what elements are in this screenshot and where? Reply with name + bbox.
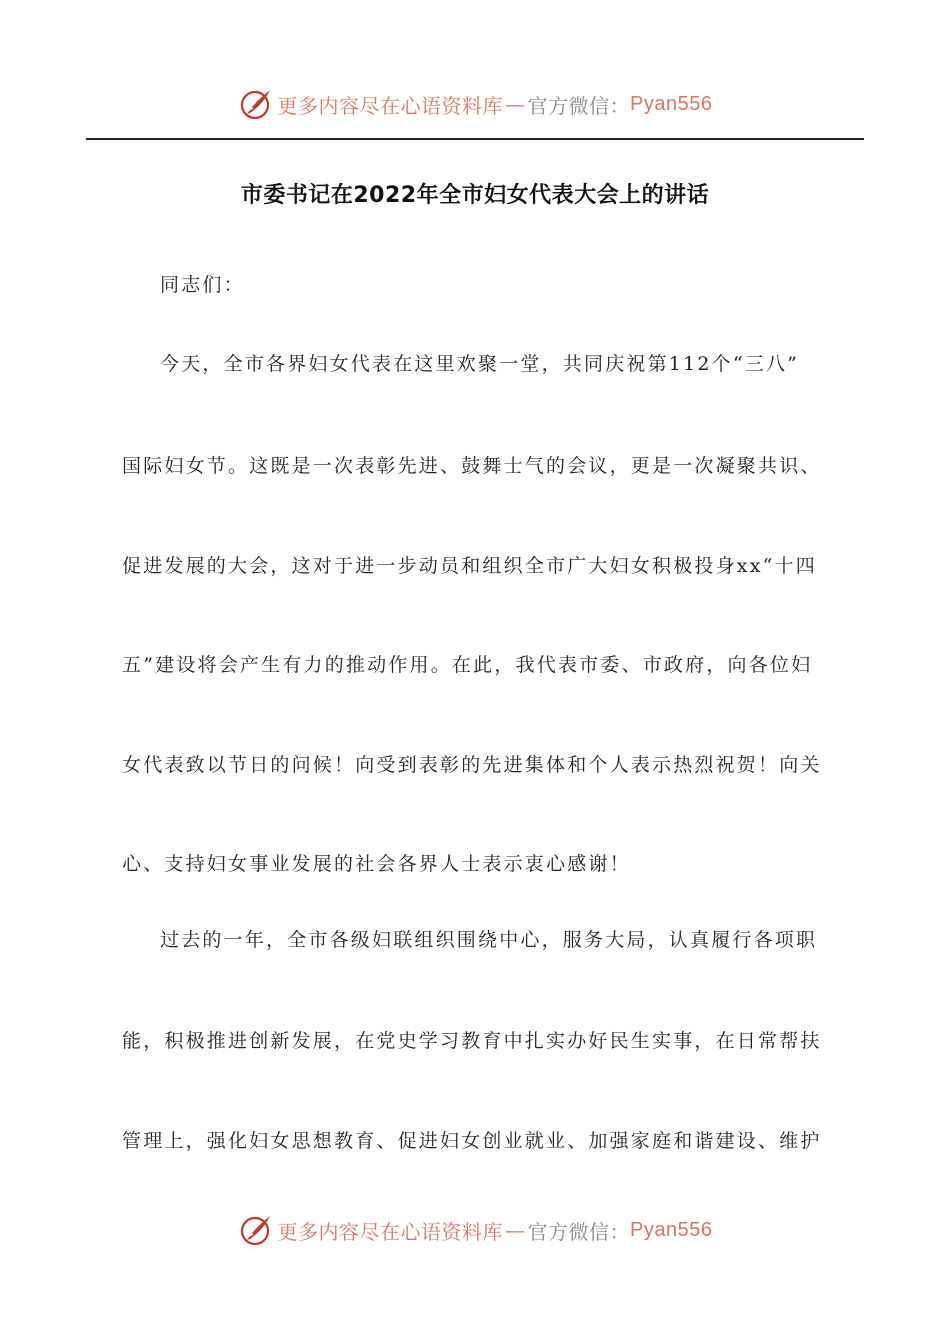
body-line: 今天，全市各界妇女代表在这里欢聚一堂，共同庆祝第112个“三八” <box>160 353 800 375</box>
body-line: 管理上，强化妇女思想教育、促进妇女创业就业、加强家庭和谐建设、维护 <box>122 1130 822 1152</box>
body-line: 同志们： <box>160 274 245 296</box>
body-line: 心、支持妇女事业发展的社会各界人士表示衷心感谢！ <box>122 853 631 875</box>
footer-official-label: 官方微信： <box>527 1219 631 1244</box>
header-separator: — <box>505 92 526 116</box>
header-watermark <box>0 84 950 124</box>
quill-logo-icon <box>238 1212 274 1248</box>
body-line: 五”建设将会产生有力的推动作用。在此，我代表市委、市政府，向各位妇 <box>122 654 813 676</box>
header-wechat-id: Pyan556 <box>630 92 713 115</box>
body-line: 女代表致以节日的问候！向受到表彰的先进集体和个人表示热烈祝贺！向关 <box>122 754 822 776</box>
footer-wechat-id: Pyan556 <box>630 1218 713 1241</box>
body-line: 能，积极推进创新发展，在党史学习教育中扎实办好民生实事，在日常帮扶 <box>122 1030 822 1052</box>
body-line: 过去的一年，全市各级妇联组织围绕中心，服务大局，认真履行各项职 <box>160 929 818 951</box>
footer-separator: — <box>505 1218 526 1242</box>
header-divider <box>86 138 864 140</box>
body-line: 促进发展的大会，这对于进一步动员和组织全市广大妇女积极投身xx“十四 <box>122 555 817 577</box>
footer-watermark <box>0 1210 950 1250</box>
header-brand-text: 更多内容尽在心语资料库 <box>277 93 504 118</box>
body-line: 国际妇女节。这既是一次表彰先进、鼓舞士气的会议，更是一次凝聚共识、 <box>122 455 822 477</box>
header-official-label: 官方微信： <box>527 93 631 118</box>
quill-logo-icon <box>238 86 274 122</box>
document-title: 市委书记在2022年全市妇女代表大会上的讲话 <box>240 183 710 208</box>
footer-brand-text: 更多内容尽在心语资料库 <box>277 1219 504 1244</box>
